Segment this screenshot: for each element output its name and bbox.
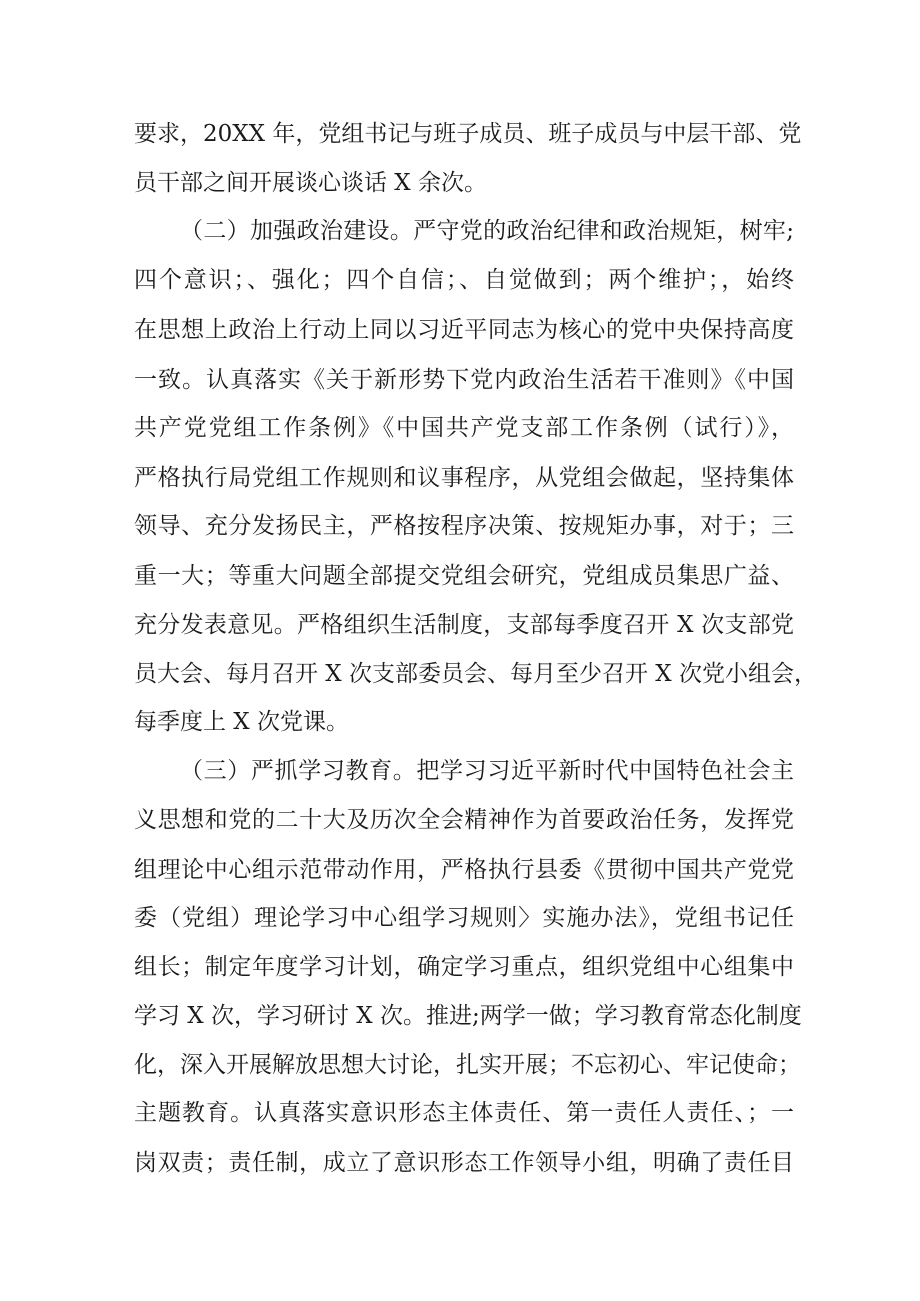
text-line: 员大会、每月召开 X 次支部委员会、每月至少召开 X 次党小组会， bbox=[134, 661, 817, 687]
text-line: 组理论中心组示范带动作用，严格执行县委《贯彻中国共产党党 bbox=[134, 857, 794, 883]
text-line: 委（党组）理论学习中心组学习规则〉实施办法》，党组书记任 bbox=[134, 905, 794, 931]
text-line: 化，深入开展解放思想大讨论，扎实开展；不忘初心、牢记使命； bbox=[134, 1052, 801, 1078]
text-line: 岗双责；责任制，成立了意识形态工作领导小组，明确了责任目 bbox=[134, 1150, 794, 1176]
text-line: 组长；制定年度学习计划，确定学习重点，组织党组中心组集中 bbox=[134, 954, 794, 980]
text-line: 共产党党组工作条例》《中国共产党支部工作条例（试行）》， bbox=[134, 415, 794, 441]
text-line: 四个意识；、强化；四个自信；、自觉做到；两个维护；，始终 bbox=[134, 267, 794, 293]
text-line: 义思想和党的二十大及历次全会精神作为首要政治任务，发挥党 bbox=[134, 807, 794, 833]
text-line: 充分发表意见。严格组织生活制度，支部每季度召开 X 次支部党 bbox=[134, 612, 794, 638]
text-line: 领导、充分发扬民主，严格按程序决策、按规矩办事，对于；三 bbox=[134, 513, 794, 539]
text-line: 员干部之间开展谈心谈话 X 余次。 bbox=[134, 170, 487, 196]
paragraph-start-line: （三）严抓学习教育。把学习习近平新时代中国特色社会主 bbox=[180, 758, 794, 784]
text-line: 在思想上政治上行动上同以习近平同志为核心的党中央保持高度 bbox=[134, 317, 794, 343]
text-line: 主题教育。认真落实意识形态主体责任、第一责任人责任、；一 bbox=[134, 1100, 794, 1126]
text-line: 每季度上 X 次党课。 bbox=[134, 709, 349, 735]
text-line: 严格执行局党组工作规则和议事程序，从党组会做起，坚持集体 bbox=[134, 465, 794, 491]
text-line: 要求，20XX 年，党组书记与班子成员、班子成员与中层干部、党 bbox=[134, 121, 802, 147]
text-line: 重一大；等重大问题全部提交党组会研究，党组成员集思广益、 bbox=[134, 563, 794, 589]
paragraph-start-line: （二）加强政治建设。严守党的政治纪律和政治规矩，树牢; bbox=[180, 218, 794, 244]
text-line: 一致。认真落实《关于新形势下党内政治生活若干准则》《中国 bbox=[134, 367, 794, 393]
text-line: 学习 X 次，学习研讨 X 次。推进;两学一做；学习教育常态化制度 bbox=[134, 1003, 802, 1029]
